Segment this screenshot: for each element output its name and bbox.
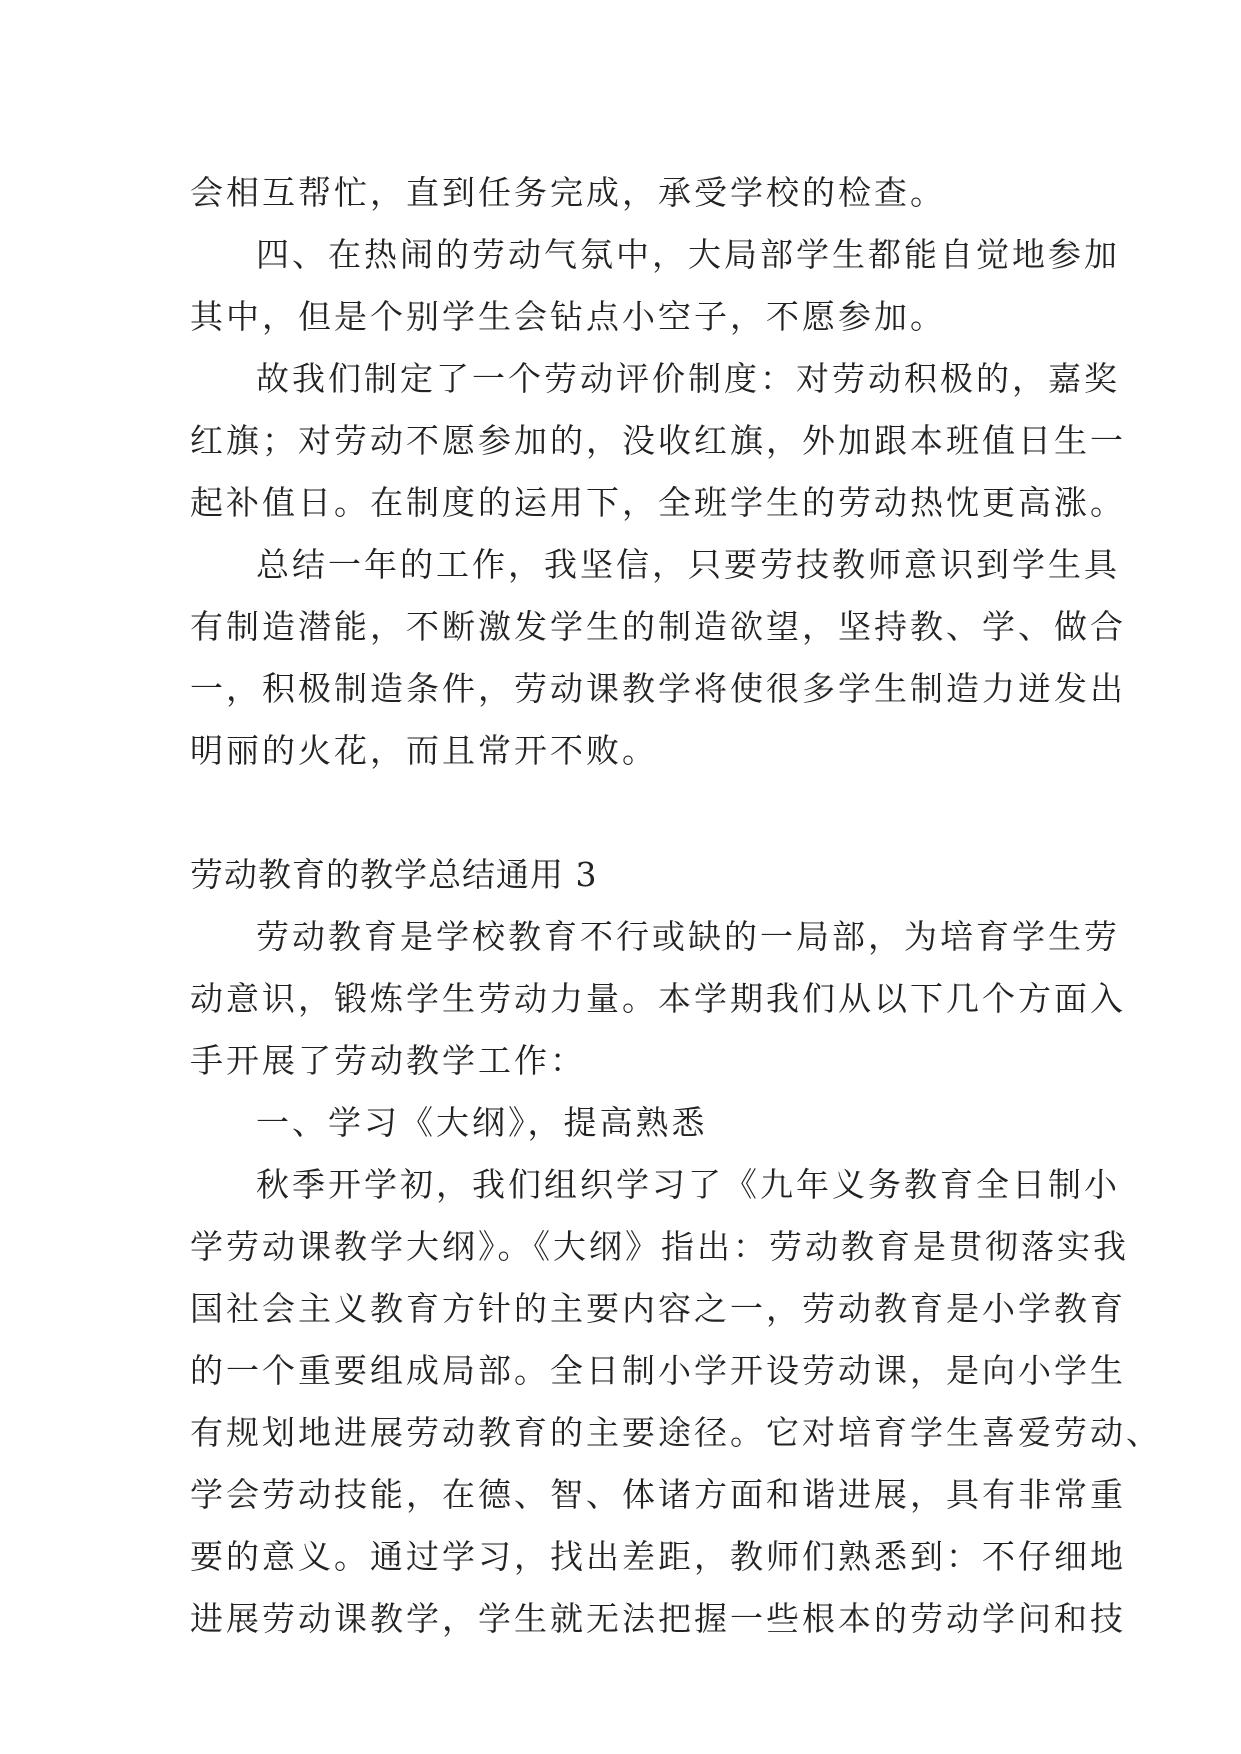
text-line: 要的意义。通过学习，找出差距，教师们熟悉到：不仔细地: [190, 1537, 1126, 1576]
text-line: 一，积极制造条件，劳动课教学将使很多学生制造力迸发出: [190, 669, 1126, 708]
text-line: 动意识，锻炼学生劳动力量。本学期我们从以下几个方面入: [190, 979, 1126, 1018]
text-line: 故我们制定了一个劳动评价制度：对劳动积极的，嘉奖: [256, 359, 1120, 398]
text-line: 有规划地进展劳动教育的主要途径。它对培育学生喜爱劳动、: [190, 1413, 1162, 1452]
text-line: 国社会主义教育方针的主要内容之一，劳动教育是小学教育: [190, 1289, 1126, 1328]
text-line: 的一个重要组成局部。全日制小学开设劳动课，是向小学生: [190, 1351, 1126, 1390]
text-line: 劳动教育是学校教育不行或缺的一局部，为培育学生劳: [256, 917, 1120, 956]
text-line: 学劳动课教学大纲》。《大纲》指出：劳动教育是贯彻落实我: [190, 1227, 1129, 1266]
text-line: 学会劳动技能，在德、智、体诸方面和谐进展，具有非常重: [190, 1475, 1126, 1514]
text-line: 起补值日。在制度的运用下，全班学生的劳动热忱更高涨。: [190, 483, 1126, 522]
section-heading: 劳动教育的教学总结通用 3: [190, 855, 598, 894]
text-line: 进展劳动课教学，学生就无法把握一些根本的劳动学问和技: [190, 1599, 1126, 1638]
text-line: 总结一年的工作，我坚信，只要劳技教师意识到学生具: [256, 545, 1120, 584]
text-line: 有制造潜能，不断激发学生的制造欲望，坚持教、学、做合: [190, 607, 1126, 646]
text-line: 明丽的火花，而且常开不败。: [190, 731, 658, 770]
section-gap: [190, 782, 1070, 844]
text-line: 手开展了劳动教学工作：: [190, 1041, 586, 1080]
subheading-line: 一、学习《大纲》，提高熟悉: [256, 1103, 708, 1142]
document-body: [190, 162, 1162, 1650]
text-line: 其中，但是个别学生会钻点小空子，不愿参加。: [190, 297, 946, 336]
text-line: 秋季开学初，我们组织学习了《九年义务教育全日制小: [256, 1165, 1120, 1204]
text-line: 四、在热闹的劳动气氛中，大局部学生都能自觉地参加: [256, 235, 1120, 274]
text-line: 红旗；对劳动不愿参加的，没收红旗，外加跟本班值日生一: [190, 421, 1126, 460]
text-line: 会相互帮忙，直到任务完成，承受学校的检查。: [190, 173, 946, 212]
